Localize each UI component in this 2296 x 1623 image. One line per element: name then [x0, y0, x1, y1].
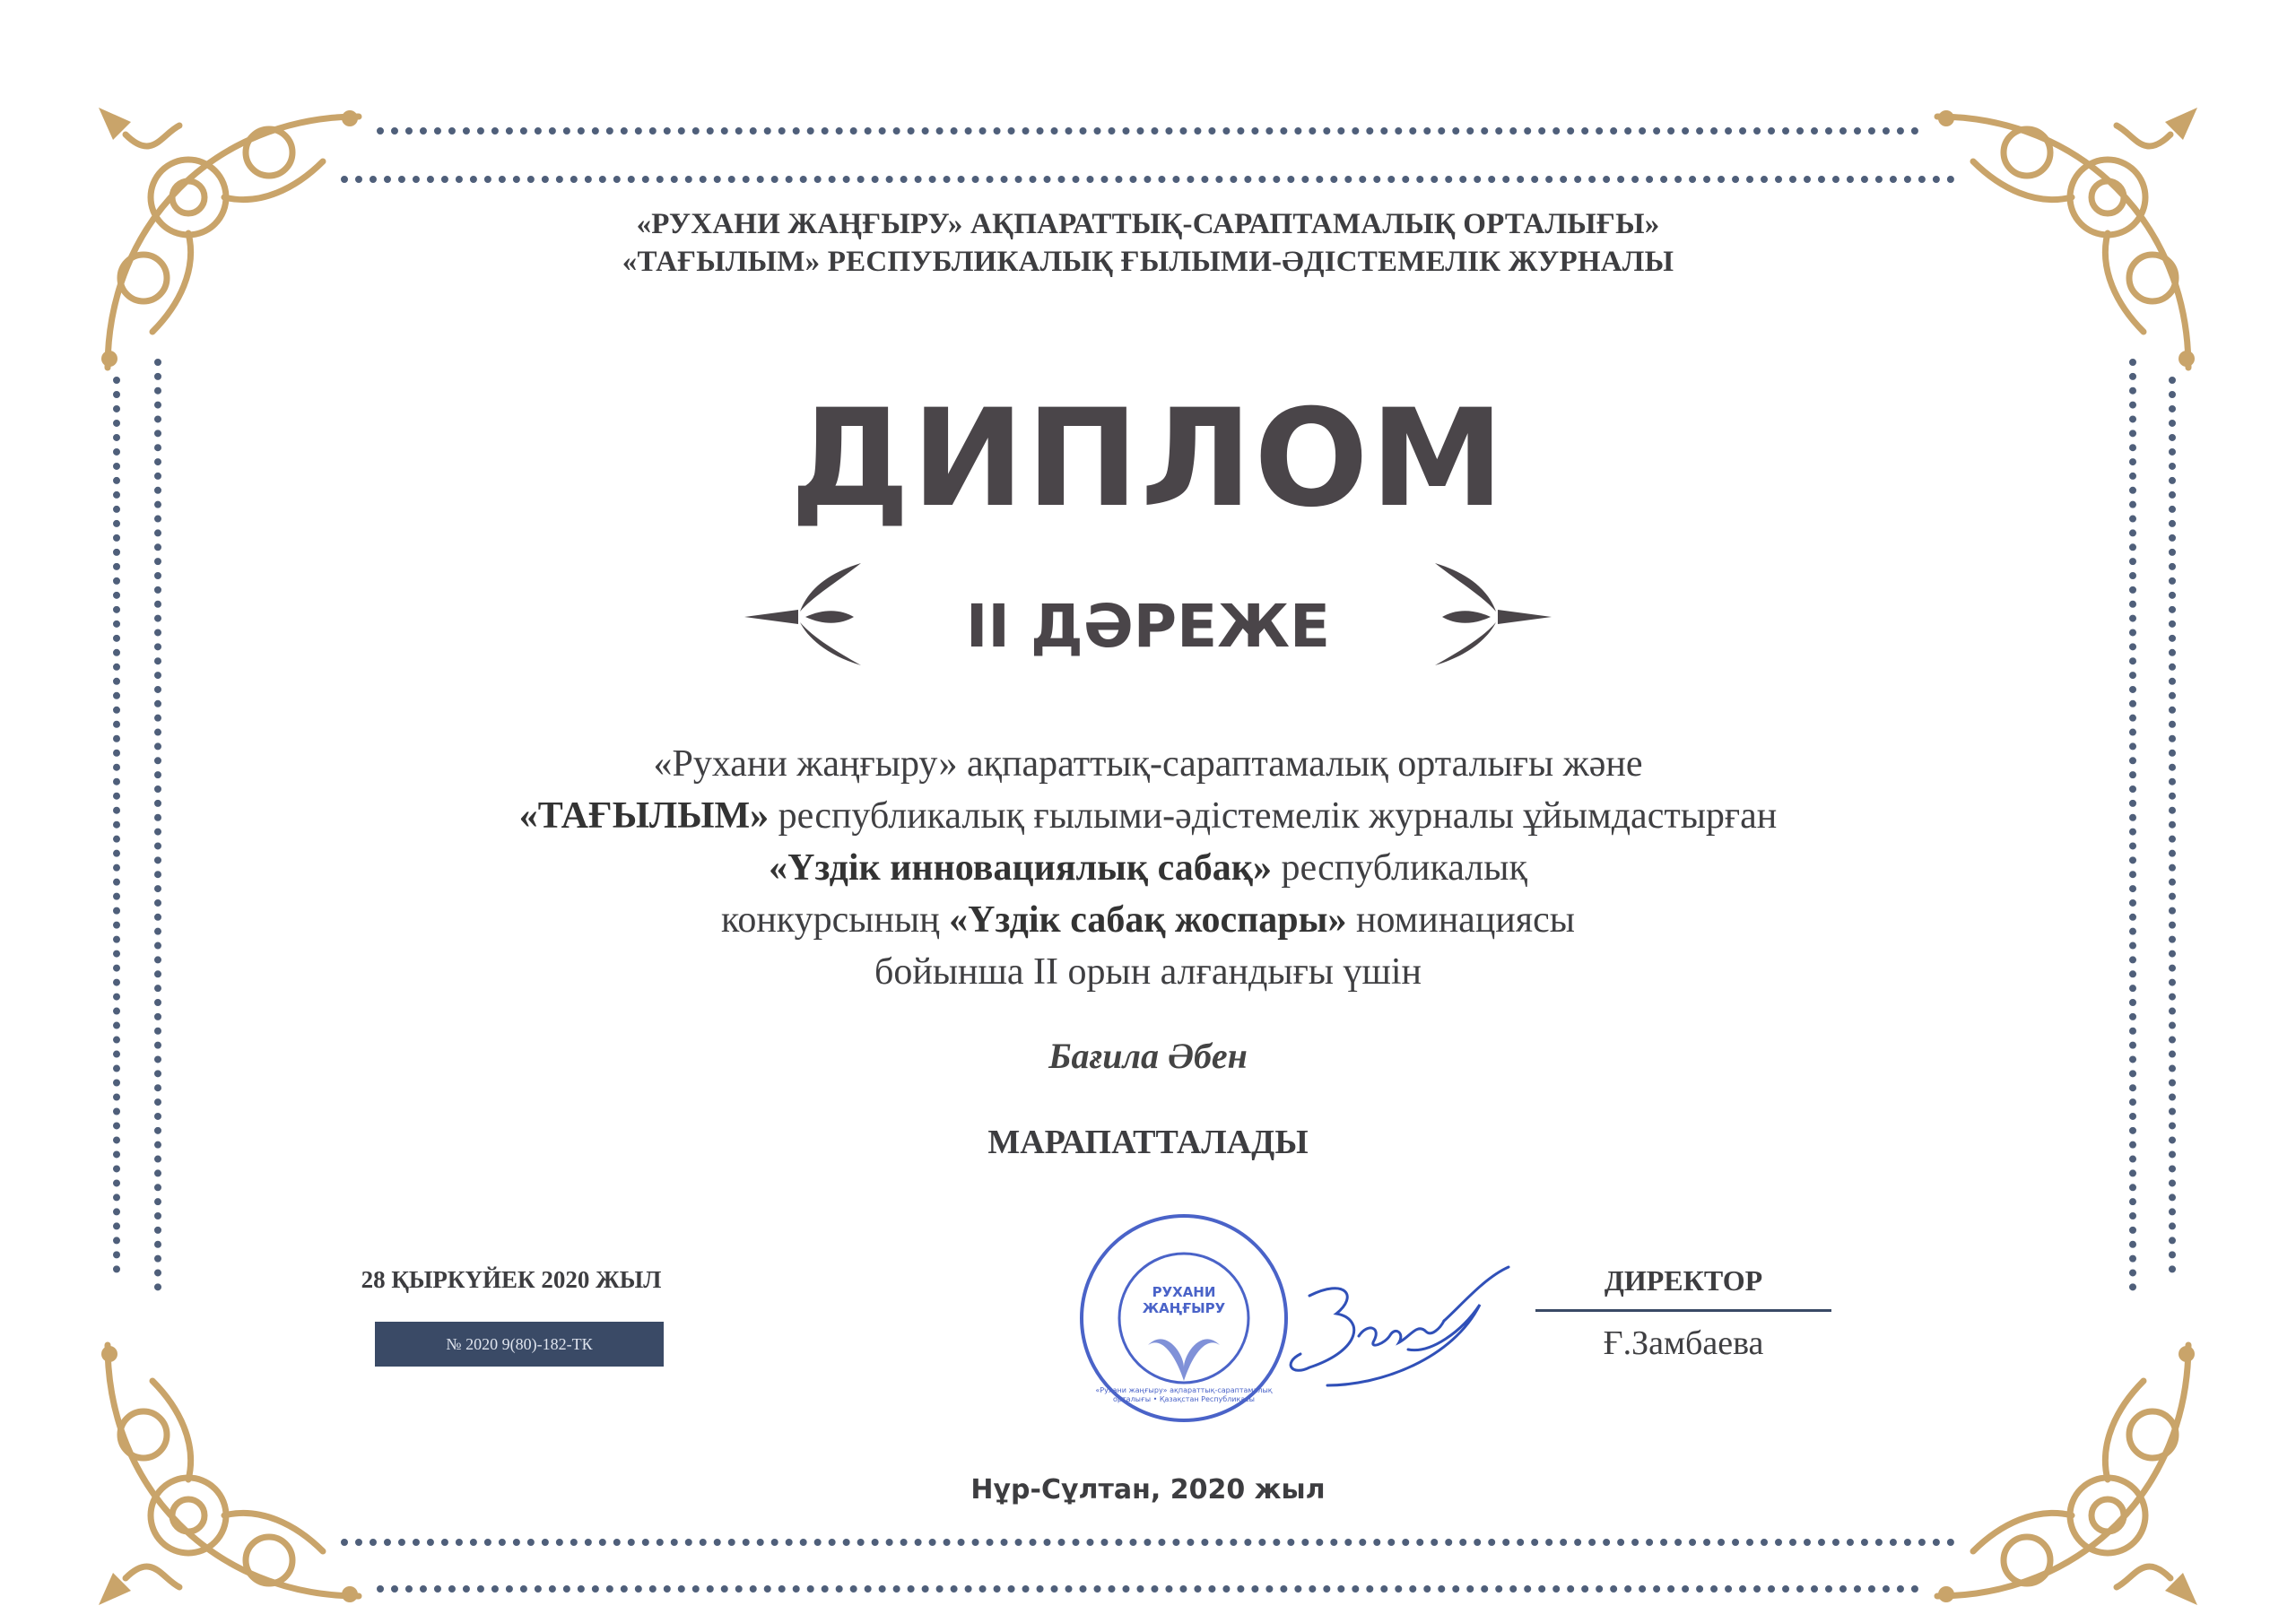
body-line-3 [0, 846, 2296, 890]
corner-ornament-top-left [90, 99, 377, 386]
footer-place-year: Нұр-Сұлтан, 2020 жыл [970, 1474, 1326, 1506]
frame-bottom-outer [377, 1585, 1919, 1593]
degree-label: II ДӘРЕЖЕ [965, 592, 1331, 661]
corner-ornament-top-right [1919, 99, 2206, 386]
director-label: ДИРЕКТОР [1604, 1264, 1763, 1297]
body-line-2 [0, 794, 2296, 838]
frame-bottom-inner [341, 1539, 1955, 1546]
journal-name: «ТАҒЫЛЫМ» [518, 795, 770, 837]
awarded-label: МАРАПАТТАЛАДЫ [987, 1124, 1309, 1161]
issue-date: 28 ҚЫРКҮЙЕК 2020 ЖЫЛ [361, 1266, 662, 1293]
header-line-2: «ТАҒЫЛЫМ» РЕСПУБЛИКАЛЫҚ ҒЫЛЫМИ-ӘДІСТЕМЕЛІК ЖУРНАЛЫ [622, 246, 1674, 278]
body-line-4-text: номинациясы [1346, 899, 1575, 941]
flourish-right-icon [1426, 556, 1561, 673]
registration-number: № 2020 9(80)-182-ТК [375, 1322, 664, 1367]
director-signature [1274, 1251, 1534, 1403]
corner-ornament-bottom-right [1919, 1327, 2206, 1614]
frame-top-inner [341, 176, 1955, 183]
corner-ornament-bottom-left [90, 1327, 377, 1614]
frame-top-outer [377, 127, 1919, 135]
director-label-wrap [1535, 1264, 1831, 1312]
contest-name: «Үздік инновациялық сабақ» [769, 847, 1272, 889]
stamp-center-text: РУХАНИ ЖАҢҒЫРУ [1142, 1284, 1226, 1316]
body-line-1: «Рухани жаңғыру» ақпараттық-сараптамалық орталығы және [653, 743, 1643, 785]
body-line-4 [0, 898, 2296, 942]
official-stamp [1076, 1211, 1292, 1426]
body-line-5: бойынша II орын алғандығы үшін [874, 951, 1422, 993]
body-line-3-text: республикалық [1271, 847, 1527, 889]
recipient-name: Бағила Әбен [1048, 1036, 1248, 1076]
stamp-ring-text: «Рухани жаңғыру» ақпараттық-сараптамалық орталығы • Қазақстан Республикасы [1095, 1386, 1273, 1403]
nomination-name: «Үздік сабақ жоспары» [949, 899, 1347, 941]
body-line-2-text: республикалық ғылыми-әдістемелік журналы ұйымдастырған [769, 795, 1778, 837]
body-line-4-start: конкурсының [721, 899, 950, 941]
director-name: Ғ.Замбаева [1603, 1324, 1764, 1362]
header-line-1: «РУХАНИ ЖАҢҒЫРУ» АҚПАРАТТЫҚ-САРАПТАМАЛЫҚ ОРТАЛЫҒЫ» [636, 208, 1660, 240]
diploma-title: ДИПЛОМ [789, 381, 1507, 537]
